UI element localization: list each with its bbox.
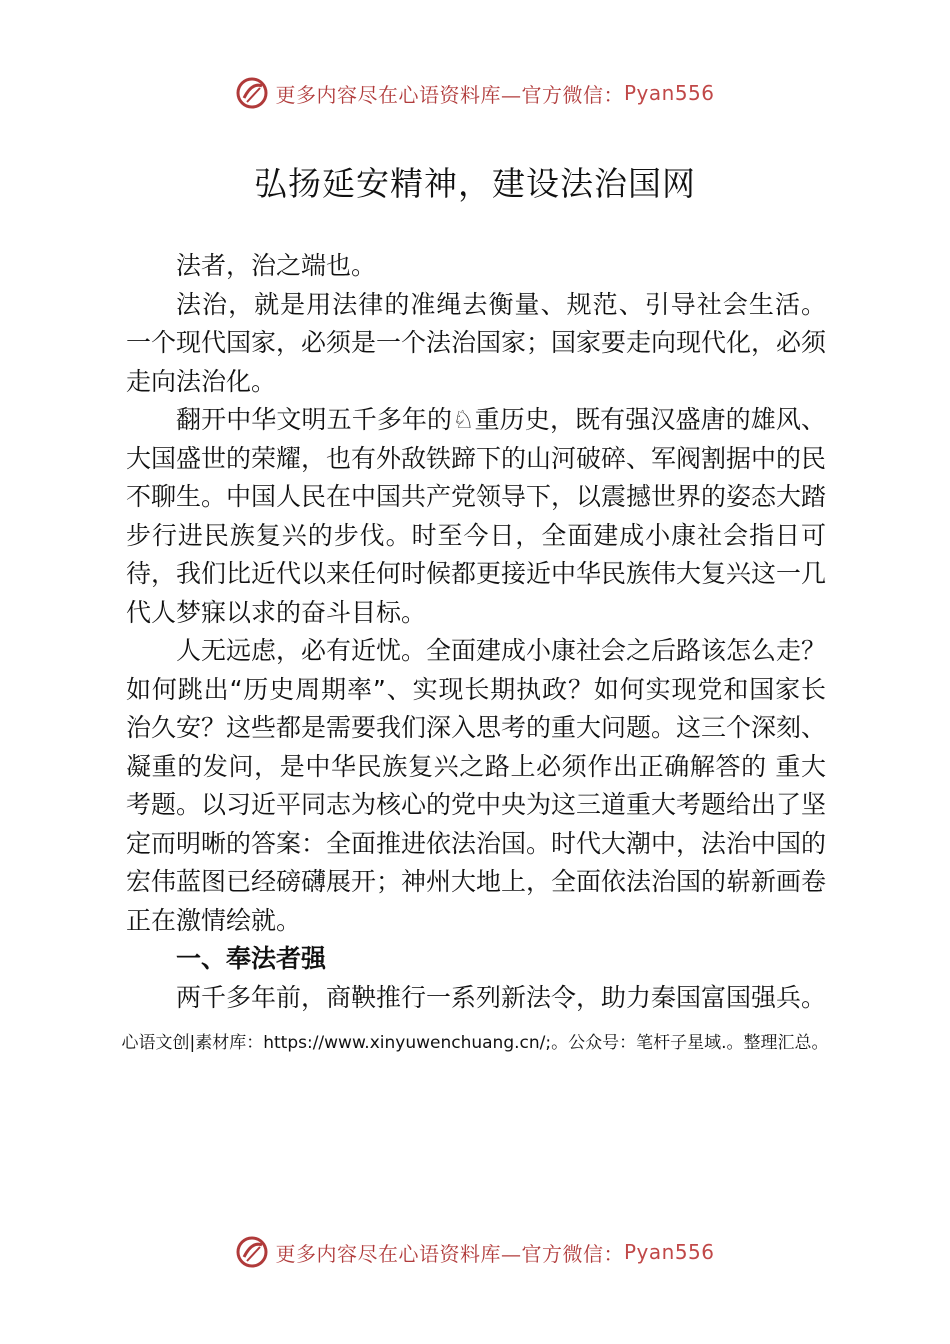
- paragraph-2: 法治，就是用法律的准绳去衡量、规范、引导社会生活。 一个现代国家，必须是一个法治国家；国家要走向现代化，必须走向法治化。: [126, 289, 827, 396]
- document-body: [126, 247, 826, 1017]
- header-banner: [0, 73, 950, 113]
- footer-note: 心语文创|素材库：https://www.xinyuwenchuang.cn/;。公众号：笔杆子星域.。整理汇总。: [121, 1033, 829, 1053]
- footer-banner-code: Pyan556: [623, 1240, 715, 1264]
- footer-banner: [0, 1232, 950, 1272]
- paragraph-4: 人无远虑，必有近忧。全面建成小康社会之后路该怎么走？如何跳出“历史周期率”、实现长期执政？如何实现党和国家长治久安？这些都是需要我们深入思考的重大问题。这三个深刻、凝重的发问，是中华民族复兴之路上必须作出正确解答的 重大考题。以习近平同志为核心的党中央为这三道重大考题给出了坚定而明晰的答案：全面推进依法治国。时代大潮中，法治中国的宏伟蓝图已经磅礴展开；神州大地上，全面依法治国的崭新画卷正在激情绘就。: [126, 636, 827, 935]
- header-banner-code: Pyan556: [623, 81, 715, 105]
- footer-banner-text: 更多内容尽在心语资料库—官方微信：: [275, 1241, 624, 1266]
- logo-icon: [235, 76, 269, 110]
- paragraph-5: 两千多年前，商鞅推行一系列新法令，助力秦国富国强兵。: [176, 982, 827, 1012]
- paragraph-3: 翻开中华文明五千多年的♘重历史，既有强汉盛唐的雄风、大国盛世的荣耀，也有外敌铁蹄下的山河破碎、军阀割据中的民不聊生。中国人民在中国共产党领导下，以震撼世界的姿态大踏步行进民族复兴的步伐。时至今日，全面建成小康社会指日可待，我们比近代以来任何时候都更接近中华民族伟大复兴这一几代人梦寐以求的奋斗目标。: [126, 405, 827, 627]
- section-heading: 一、奉法者强: [176, 944, 327, 973]
- document-title: 弘扬延安精神，建设法治国网: [254, 164, 696, 203]
- header-banner-text: 更多内容尽在心语资料库—官方微信：: [275, 82, 624, 107]
- logo-icon: [235, 1235, 269, 1269]
- paragraph-1: 法者，治之端也。: [176, 251, 377, 280]
